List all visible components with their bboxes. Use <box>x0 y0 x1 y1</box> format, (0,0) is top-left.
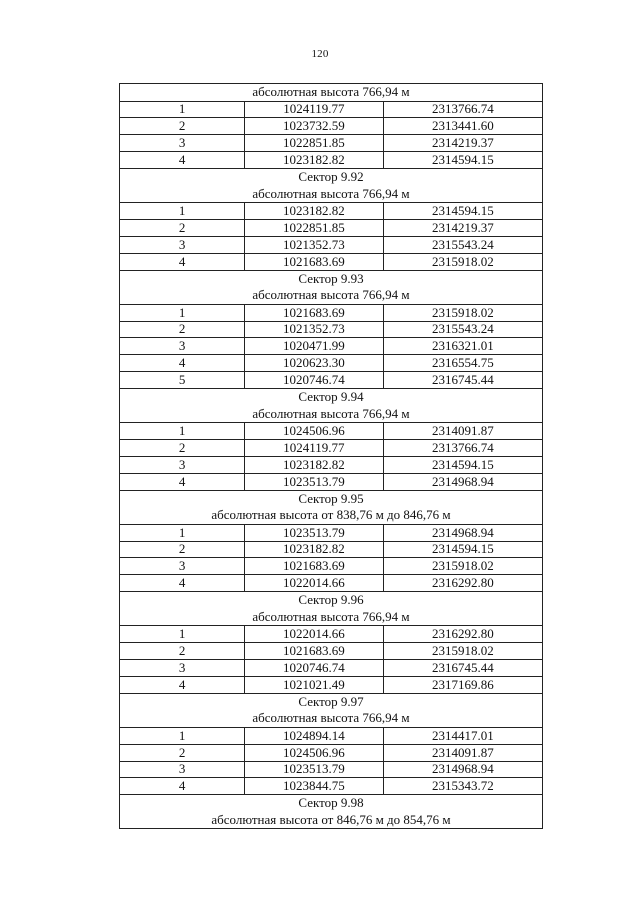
point-number-cell: 4 <box>120 152 245 169</box>
point-number-cell: 1 <box>120 101 245 118</box>
coordinates-table-body <box>120 84 543 829</box>
sector-header-cell <box>120 795 543 829</box>
y-coordinate-cell: 2314968.94 <box>383 761 542 778</box>
page-number: 120 <box>311 48 329 60</box>
y-coordinate-cell: 2313766.74 <box>383 439 542 456</box>
sector-header-row <box>120 795 543 829</box>
table-row <box>120 626 543 643</box>
point-number-cell: 4 <box>120 778 245 795</box>
table-row <box>120 473 543 490</box>
y-coordinate-cell: 2315918.02 <box>383 253 542 270</box>
table-row <box>120 101 543 118</box>
x-coordinate-cell: 1024506.96 <box>245 423 383 440</box>
x-coordinate-cell: 1024119.77 <box>245 439 383 456</box>
table-row <box>120 456 543 473</box>
x-coordinate-cell: 1023844.75 <box>245 778 383 795</box>
sector-title: Сектор 9.92 <box>298 169 364 185</box>
point-number-cell: 1 <box>120 423 245 440</box>
table-row <box>120 355 543 372</box>
sector-header-cell <box>120 693 543 727</box>
sector-height: абсолютная высота от 846,76 м до 854,76 м <box>211 811 451 827</box>
sector-title: Сектор 9.97 <box>298 693 364 709</box>
sector-header-cell <box>120 84 543 102</box>
table-row <box>120 152 543 169</box>
point-number-cell: 1 <box>120 626 245 643</box>
y-coordinate-cell: 2315918.02 <box>383 304 542 321</box>
sector-title: Сектор 9.93 <box>298 270 364 286</box>
point-number-cell: 2 <box>120 744 245 761</box>
point-number-cell: 3 <box>120 338 245 355</box>
y-coordinate-cell: 2314594.15 <box>383 456 542 473</box>
point-number-cell: 1 <box>120 524 245 541</box>
y-coordinate-cell: 2315543.24 <box>383 321 542 338</box>
point-number-cell: 3 <box>120 558 245 575</box>
table-row <box>120 253 543 270</box>
point-number-cell: 2 <box>120 118 245 135</box>
table-row <box>120 659 543 676</box>
table-row <box>120 236 543 253</box>
sector-title: Сектор 9.94 <box>298 389 364 405</box>
point-number-cell: 5 <box>120 372 245 389</box>
x-coordinate-cell: 1023513.79 <box>245 761 383 778</box>
sector-height: абсолютная высота 766,94 м <box>252 710 410 726</box>
x-coordinate-cell: 1023513.79 <box>245 524 383 541</box>
x-coordinate-cell: 1023182.82 <box>245 152 383 169</box>
x-coordinate-cell: 1020746.74 <box>245 659 383 676</box>
point-number-cell: 3 <box>120 659 245 676</box>
table-row <box>120 558 543 575</box>
sector-header-row <box>120 389 543 423</box>
point-number-cell: 4 <box>120 473 245 490</box>
table-row <box>120 372 543 389</box>
sector-height: абсолютная высота 766,94 м <box>252 185 410 201</box>
point-number-cell: 2 <box>120 219 245 236</box>
y-coordinate-cell: 2316745.44 <box>383 659 542 676</box>
y-coordinate-cell: 2315543.24 <box>383 236 542 253</box>
x-coordinate-cell: 1020623.30 <box>245 355 383 372</box>
x-coordinate-cell: 1021683.69 <box>245 558 383 575</box>
sector-title: Сектор 9.96 <box>298 592 364 608</box>
point-number-cell: 2 <box>120 643 245 660</box>
sector-header-row <box>120 490 543 524</box>
table-row <box>120 778 543 795</box>
table-row <box>120 524 543 541</box>
table-row <box>120 744 543 761</box>
y-coordinate-cell: 2314968.94 <box>383 524 542 541</box>
point-number-cell: 4 <box>120 676 245 693</box>
x-coordinate-cell: 1021352.73 <box>245 321 383 338</box>
point-number-cell: 1 <box>120 727 245 744</box>
x-coordinate-cell: 1024894.14 <box>245 727 383 744</box>
table-row <box>120 761 543 778</box>
x-coordinate-cell: 1024506.96 <box>245 744 383 761</box>
x-coordinate-cell: 1023732.59 <box>245 118 383 135</box>
table-row <box>120 643 543 660</box>
y-coordinate-cell: 2316745.44 <box>383 372 542 389</box>
table-row <box>120 304 543 321</box>
y-coordinate-cell: 2314219.37 <box>383 219 542 236</box>
x-coordinate-cell: 1022014.66 <box>245 626 383 643</box>
table-row <box>120 135 543 152</box>
point-number-cell: 2 <box>120 439 245 456</box>
point-number-cell: 3 <box>120 456 245 473</box>
y-coordinate-cell: 2314594.15 <box>383 152 542 169</box>
point-number-cell: 2 <box>120 321 245 338</box>
sector-height: абсолютная высота 766,94 м <box>252 608 410 624</box>
x-coordinate-cell: 1024119.77 <box>245 101 383 118</box>
y-coordinate-cell: 2314091.87 <box>383 744 542 761</box>
table-row <box>120 219 543 236</box>
sector-height: абсолютная высота от 838,76 м до 846,76 м <box>211 507 451 523</box>
point-number-cell: 3 <box>120 236 245 253</box>
x-coordinate-cell: 1022851.85 <box>245 219 383 236</box>
x-coordinate-cell: 1023182.82 <box>245 541 383 558</box>
sector-height: абсолютная высота 766,94 м <box>252 405 410 421</box>
y-coordinate-cell: 2314417.01 <box>383 727 542 744</box>
point-number-cell: 2 <box>120 541 245 558</box>
x-coordinate-cell: 1023182.82 <box>245 203 383 220</box>
y-coordinate-cell: 2314594.15 <box>383 203 542 220</box>
table-row <box>120 118 543 135</box>
table-row <box>120 575 543 592</box>
x-coordinate-cell: 1023513.79 <box>245 473 383 490</box>
y-coordinate-cell: 2314219.37 <box>383 135 542 152</box>
coordinates-table <box>119 83 543 829</box>
sector-header-row <box>120 169 543 203</box>
y-coordinate-cell: 2316554.75 <box>383 355 542 372</box>
y-coordinate-cell: 2316292.80 <box>383 626 542 643</box>
y-coordinate-cell: 2314968.94 <box>383 473 542 490</box>
point-number-cell: 3 <box>120 761 245 778</box>
table-row <box>120 676 543 693</box>
sector-height: абсолютная высота 766,94 м <box>252 84 410 99</box>
point-number-cell: 4 <box>120 253 245 270</box>
sector-header-row <box>120 693 543 727</box>
y-coordinate-cell: 2315918.02 <box>383 558 542 575</box>
x-coordinate-cell: 1023182.82 <box>245 456 383 473</box>
sector-header-row <box>120 270 543 304</box>
table-row <box>120 439 543 456</box>
table-row <box>120 321 543 338</box>
y-coordinate-cell: 2314594.15 <box>383 541 542 558</box>
x-coordinate-cell: 1020746.74 <box>245 372 383 389</box>
y-coordinate-cell: 2315918.02 <box>383 643 542 660</box>
table-row <box>120 541 543 558</box>
y-coordinate-cell: 2317169.86 <box>383 676 542 693</box>
y-coordinate-cell: 2315343.72 <box>383 778 542 795</box>
x-coordinate-cell: 1020471.99 <box>245 338 383 355</box>
sector-header-cell <box>120 169 543 203</box>
sector-title: Сектор 9.98 <box>298 795 364 811</box>
y-coordinate-cell: 2316292.80 <box>383 575 542 592</box>
x-coordinate-cell: 1021683.69 <box>245 643 383 660</box>
x-coordinate-cell: 1022014.66 <box>245 575 383 592</box>
x-coordinate-cell: 1021352.73 <box>245 236 383 253</box>
sector-header-cell <box>120 270 543 304</box>
x-coordinate-cell: 1022851.85 <box>245 135 383 152</box>
sector-title: Сектор 9.95 <box>298 490 364 506</box>
point-number-cell: 4 <box>120 355 245 372</box>
sector-header-row <box>120 592 543 626</box>
point-number-cell: 1 <box>120 203 245 220</box>
table-row <box>120 338 543 355</box>
sector-height: абсолютная высота 766,94 м <box>252 287 410 303</box>
table-row <box>120 727 543 744</box>
y-coordinate-cell: 2316321.01 <box>383 338 542 355</box>
table-row <box>120 203 543 220</box>
x-coordinate-cell: 1021021.49 <box>245 676 383 693</box>
x-coordinate-cell: 1021683.69 <box>245 253 383 270</box>
y-coordinate-cell: 2314091.87 <box>383 423 542 440</box>
y-coordinate-cell: 2313441.60 <box>383 118 542 135</box>
point-number-cell: 3 <box>120 135 245 152</box>
table-row <box>120 423 543 440</box>
point-number-cell: 1 <box>120 304 245 321</box>
sector-header-cell <box>120 389 543 423</box>
sector-header-row <box>120 84 543 102</box>
sector-header-cell <box>120 490 543 524</box>
x-coordinate-cell: 1021683.69 <box>245 304 383 321</box>
point-number-cell: 4 <box>120 575 245 592</box>
y-coordinate-cell: 2313766.74 <box>383 101 542 118</box>
sector-header-cell <box>120 592 543 626</box>
